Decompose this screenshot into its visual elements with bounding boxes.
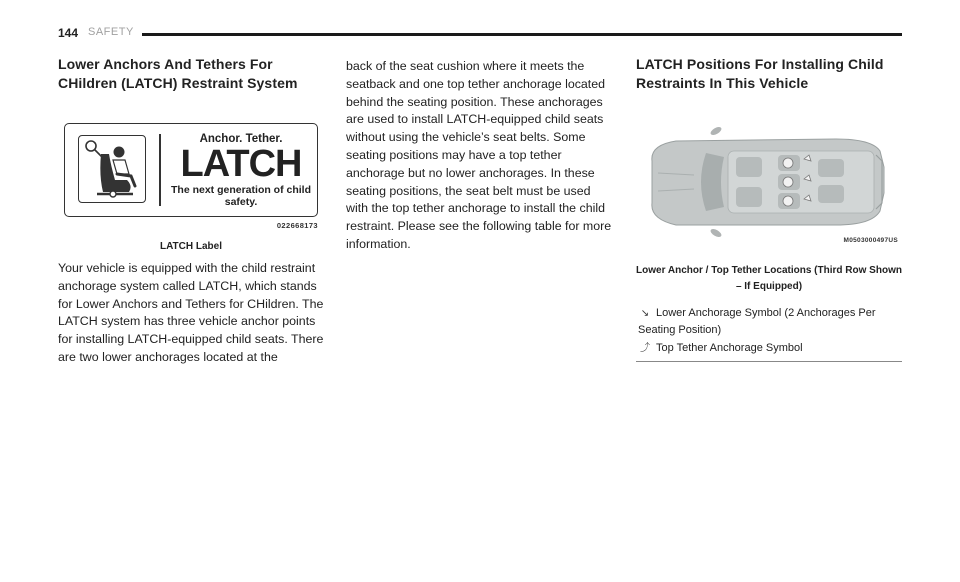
label-tagline-top: Anchor. Tether. [199,133,283,145]
section-name: SAFETY [88,26,134,38]
label-divider [159,134,161,206]
lower-anchorage-icon: ↘ [640,308,650,319]
latch-heading: Lower Anchors And Tethers For CHildren (LATCH) Restraint System [58,56,298,91]
header-rule [142,33,902,36]
legend-text: Top Tether Anchorage Symbol [656,342,803,354]
page-header [58,26,902,42]
page-number: 144 [58,26,79,40]
latch-label-caption: LATCH Label [159,241,223,252]
latch-brand-text: LATCH [180,143,302,185]
label-figure-code: 022668173 [276,221,318,230]
vehicle-figure-caption: Lower Anchor / Top Tether Locations (Third Row Shown – If Equipped) [636,265,902,292]
legend-row-top-tether [636,340,902,357]
legend-text: Lower Anchorage Symbol (2 Anchorages Per Seating Position) [638,307,876,336]
symbol-legend [636,305,902,362]
label-tagline-bottom: The next generation of child safety. [171,184,312,208]
latch-positions-heading: LATCH Positions For Installing Child Restraints In This Vehicle [636,56,884,91]
column-1 [58,55,324,367]
top-tether-icon: ⤴ [640,343,650,354]
legend-row-lower-anchorage [636,305,902,338]
vehicle-figure-code: M0503000497US [843,237,898,244]
col1-paragraph: Your vehicle is equipped with the child restraint anchorage system called LATCH, which stands for Lower Anchors and Tethers for CHildren. The LATCH system has three vehicle anchor points for installing LATCH-equipped child seats. There are two lower anchorages located at the [58,261,324,364]
column-3 [636,55,902,362]
column-2 [346,58,614,254]
latch-label [64,123,318,217]
vehicle-figure [636,121,902,261]
vehicle-top-view-diagram [636,121,902,245]
col2-paragraph: back of the seat cushion where it meets the seatback and one top tether anchorage located behind the seating position. These anchorages are used to install LATCH-equipped child seats without using the vehicle’s seat belts. Some seating positions may have a top tether anchorage but no lower anchorages. In these seating positions, the seat belt must be used with the top tether anchorage to install the child restraint. Please see the following table for more information. [346,59,612,251]
child-seat-icon [78,135,146,203]
latch-label-figure [58,123,324,233]
